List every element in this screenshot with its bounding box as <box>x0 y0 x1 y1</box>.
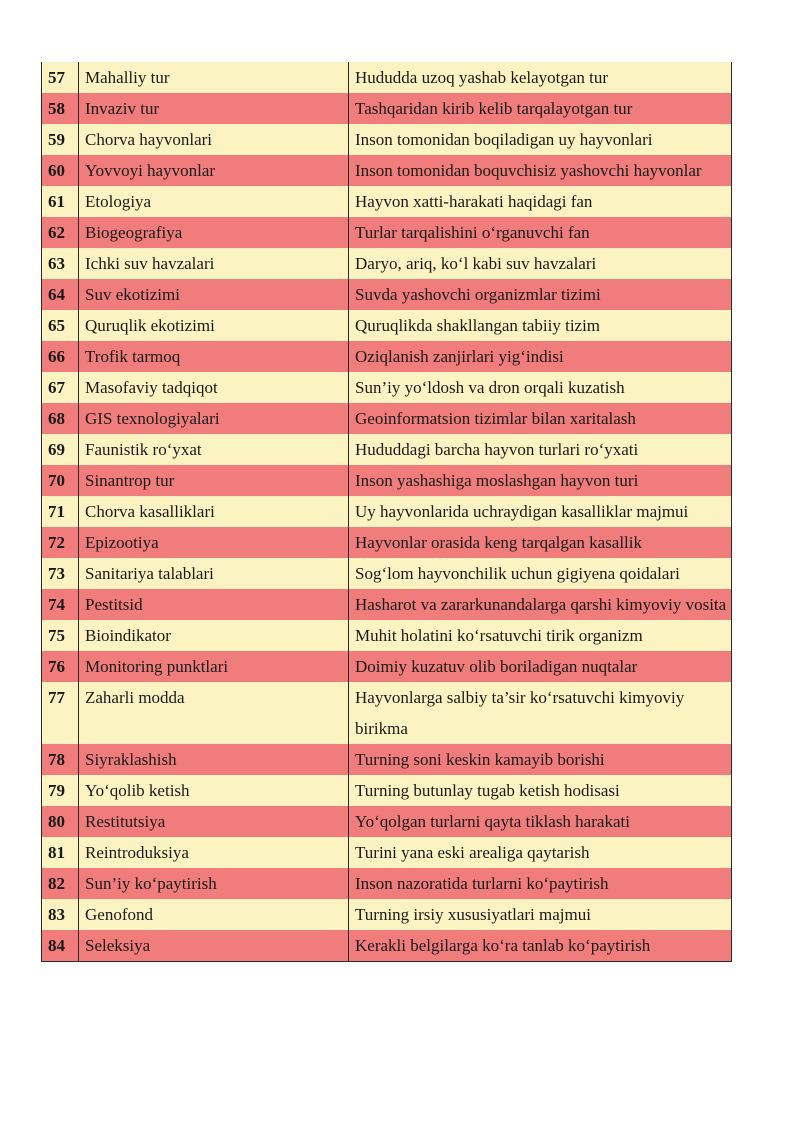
term-cell: Masofaviy tadqiqot <box>79 372 349 403</box>
definition-cell: Turlar tarqalishini o‘rganuvchi fan <box>349 217 732 248</box>
row-number: 68 <box>42 403 79 434</box>
term-cell: Biogeografiya <box>79 217 349 248</box>
table-row <box>42 93 732 124</box>
definition-cell: Hayvonlarga salbiy ta’sir ko‘rsatuvchi kimyoviy birikma <box>349 682 732 744</box>
row-number: 76 <box>42 651 79 682</box>
table-row <box>42 837 732 868</box>
term-cell: Bioindikator <box>79 620 349 651</box>
table-row <box>42 372 732 403</box>
row-number: 57 <box>42 62 79 93</box>
definition-cell: Uy hayvonlarida uchraydigan kasalliklar majmui <box>349 496 732 527</box>
table-row <box>42 899 732 930</box>
definition-cell: Hayvon xatti-harakati haqidagi fan <box>349 186 732 217</box>
definition-cell: Inson nazoratida turlarni ko‘paytirish <box>349 868 732 899</box>
term-cell: Zaharli modda <box>79 682 349 744</box>
table-row <box>42 217 732 248</box>
table-row <box>42 775 732 806</box>
row-number: 78 <box>42 744 79 775</box>
row-number: 82 <box>42 868 79 899</box>
definition-cell: Hasharot va zararkunandalarga qarshi kimyoviy vosita <box>349 589 732 620</box>
glossary-table <box>41 62 732 962</box>
row-number: 67 <box>42 372 79 403</box>
definition-cell: Sog‘lom hayvonchilik uchun gigiyena qoidalari <box>349 558 732 589</box>
table-row <box>42 186 732 217</box>
definition-cell: Daryo, ariq, ko‘l kabi suv havzalari <box>349 248 732 279</box>
term-cell: Sun’iy ko‘paytirish <box>79 868 349 899</box>
term-cell: Quruqlik ekotizimi <box>79 310 349 341</box>
table-row <box>42 434 732 465</box>
row-number: 64 <box>42 279 79 310</box>
term-cell: Seleksiya <box>79 930 349 962</box>
definition-cell: Doimiy kuzatuv olib boriladigan nuqtalar <box>349 651 732 682</box>
table-row <box>42 124 732 155</box>
definition-cell: Sun’iy yo‘ldosh va dron orqali kuzatish <box>349 372 732 403</box>
term-cell: Invaziv tur <box>79 93 349 124</box>
row-number: 75 <box>42 620 79 651</box>
term-cell: Epizootiya <box>79 527 349 558</box>
definition-cell: Oziqlanish zanjirlari yig‘indisi <box>349 341 732 372</box>
term-cell: Trofik tarmoq <box>79 341 349 372</box>
row-number: 63 <box>42 248 79 279</box>
row-number: 70 <box>42 465 79 496</box>
table-row <box>42 248 732 279</box>
definition-cell: Inson yashashiga moslashgan hayvon turi <box>349 465 732 496</box>
definition-cell: Geoinformatsion tizimlar bilan xaritalash <box>349 403 732 434</box>
definition-cell: Yo‘qolgan turlarni qayta tiklash harakati <box>349 806 732 837</box>
term-cell: Pestitsid <box>79 589 349 620</box>
row-number: 60 <box>42 155 79 186</box>
table-row <box>42 744 732 775</box>
row-number: 80 <box>42 806 79 837</box>
row-number: 77 <box>42 682 79 744</box>
table-row <box>42 465 732 496</box>
row-number: 74 <box>42 589 79 620</box>
table-row <box>42 155 732 186</box>
row-number: 79 <box>42 775 79 806</box>
table-row <box>42 496 732 527</box>
term-cell: Monitoring punktlari <box>79 651 349 682</box>
row-number: 72 <box>42 527 79 558</box>
definition-cell: Inson tomonidan boquvchisiz yashovchi hayvonlar <box>349 155 732 186</box>
term-cell: Etologiya <box>79 186 349 217</box>
row-number: 58 <box>42 93 79 124</box>
table-row <box>42 806 732 837</box>
term-cell: Restitutsiya <box>79 806 349 837</box>
definition-cell: Suvda yashovchi organizmlar tizimi <box>349 279 732 310</box>
row-number: 65 <box>42 310 79 341</box>
definition-cell: Muhit holatini ko‘rsatuvchi tirik organizm <box>349 620 732 651</box>
term-cell: Suv ekotizimi <box>79 279 349 310</box>
definition-cell: Turning butunlay tugab ketish hodisasi <box>349 775 732 806</box>
row-number: 59 <box>42 124 79 155</box>
term-cell: Chorva hayvonlari <box>79 124 349 155</box>
definition-cell: Tashqaridan kirib kelib tarqalayotgan tur <box>349 93 732 124</box>
row-number: 81 <box>42 837 79 868</box>
table-row <box>42 930 732 962</box>
row-number: 61 <box>42 186 79 217</box>
definition-cell: Turning soni keskin kamayib borishi <box>349 744 732 775</box>
table-row <box>42 62 732 93</box>
definition-cell: Kerakli belgilarga ko‘ra tanlab ko‘paytirish <box>349 930 732 962</box>
definition-cell: Inson tomonidan boqiladigan uy hayvonlari <box>349 124 732 155</box>
term-cell: Sanitariya talablari <box>79 558 349 589</box>
definition-cell: Turning irsiy xususiyatlari majmui <box>349 899 732 930</box>
definition-cell: Quruqlikda shakllangan tabiiy tizim <box>349 310 732 341</box>
term-cell: Sinantrop tur <box>79 465 349 496</box>
term-cell: Siyraklashish <box>79 744 349 775</box>
term-cell: Mahalliy tur <box>79 62 349 93</box>
row-number: 62 <box>42 217 79 248</box>
table-row <box>42 868 732 899</box>
table-row <box>42 682 732 744</box>
term-cell: Yo‘qolib ketish <box>79 775 349 806</box>
table-row <box>42 558 732 589</box>
row-number: 66 <box>42 341 79 372</box>
term-cell: GIS texnologiyalari <box>79 403 349 434</box>
table-row <box>42 589 732 620</box>
glossary-table-body <box>42 62 732 962</box>
term-cell: Genofond <box>79 899 349 930</box>
table-row <box>42 279 732 310</box>
table-row <box>42 310 732 341</box>
row-number: 83 <box>42 899 79 930</box>
definition-cell: Turini yana eski arealiga qaytarish <box>349 837 732 868</box>
term-cell: Ichki suv havzalari <box>79 248 349 279</box>
term-cell: Chorva kasalliklari <box>79 496 349 527</box>
table-row <box>42 403 732 434</box>
row-number: 71 <box>42 496 79 527</box>
table-row <box>42 341 732 372</box>
row-number: 84 <box>42 930 79 962</box>
definition-cell: Hududda uzoq yashab kelayotgan tur <box>349 62 732 93</box>
table-row <box>42 651 732 682</box>
term-cell: Reintroduksiya <box>79 837 349 868</box>
table-row <box>42 527 732 558</box>
term-cell: Faunistik ro‘yxat <box>79 434 349 465</box>
definition-cell: Hududdagi barcha hayvon turlari ro‘yxati <box>349 434 732 465</box>
table-row <box>42 620 732 651</box>
term-cell: Yovvoyi hayvonlar <box>79 155 349 186</box>
definition-cell: Hayvonlar orasida keng tarqalgan kasallik <box>349 527 732 558</box>
row-number: 69 <box>42 434 79 465</box>
row-number: 73 <box>42 558 79 589</box>
